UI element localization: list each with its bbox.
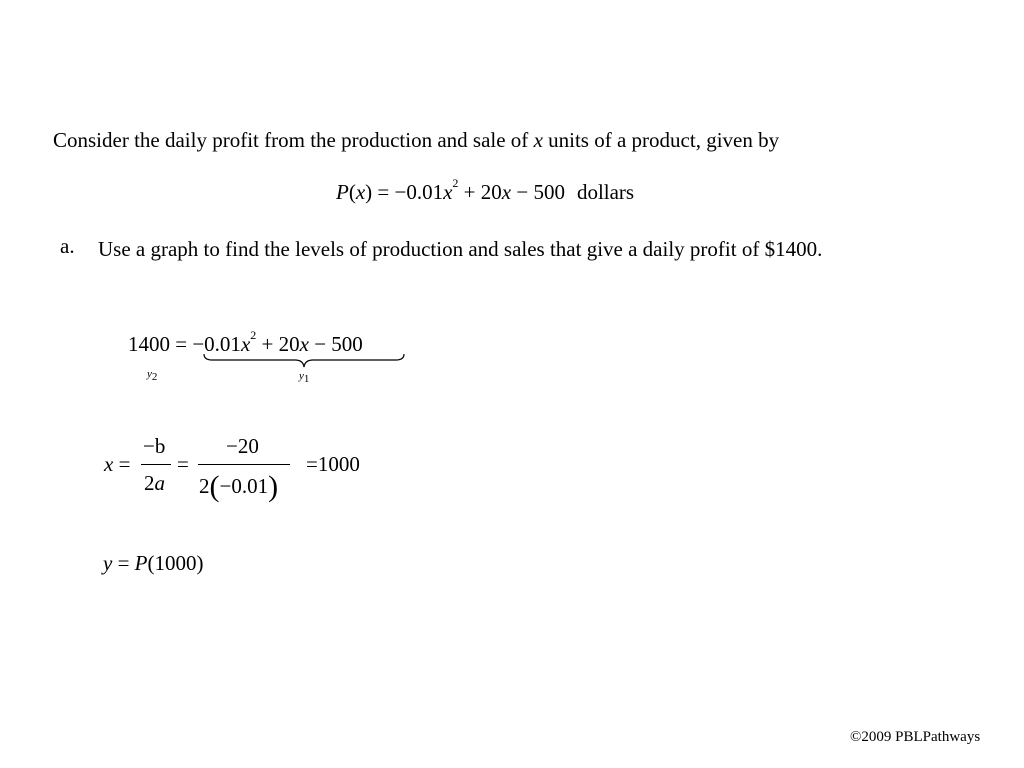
eq1-lhs: 1400 bbox=[128, 332, 170, 356]
den2-close-paren: ) bbox=[268, 470, 279, 503]
eq2-equals-1: = bbox=[118, 452, 131, 476]
intro-variable: x bbox=[533, 128, 543, 152]
item-a-text: Use a graph to find the levels of production and sales that give a daily profit of $1400. bbox=[98, 237, 823, 261]
fraction-1-denominator bbox=[144, 471, 165, 496]
formula-coef-a: −0.01 bbox=[394, 180, 444, 204]
eq2-result-value: 1000 bbox=[317, 452, 360, 476]
item-a-letter: a. bbox=[60, 234, 75, 258]
eq1-equals: = bbox=[175, 332, 188, 356]
eq2-equals-3: = bbox=[306, 452, 318, 476]
intro-text bbox=[53, 128, 779, 153]
formula-exponent: 2 bbox=[452, 176, 459, 190]
eq3-equals: = bbox=[117, 551, 130, 575]
formula-plus: + bbox=[463, 180, 476, 204]
fraction-1-bar bbox=[141, 464, 171, 465]
copyright-footer: ©2009 PBLPathways bbox=[850, 729, 981, 745]
den2-value: −0.01 bbox=[219, 474, 269, 498]
equation-3 bbox=[103, 551, 204, 576]
formula-x2: x bbox=[501, 180, 512, 204]
formula-minus: − bbox=[516, 180, 529, 204]
eq1-const: 500 bbox=[331, 332, 363, 356]
y1-letter: y bbox=[299, 370, 304, 382]
den2-open-paren: ( bbox=[209, 470, 220, 503]
eq1-x1: x bbox=[240, 332, 251, 356]
eq1-minus: − bbox=[314, 332, 327, 356]
fraction-2-denominator bbox=[199, 469, 279, 503]
y2-sub: 2 bbox=[151, 371, 158, 384]
formula-coef-b: 20 bbox=[480, 180, 502, 204]
fraction-1-numerator: −b bbox=[143, 434, 166, 458]
eq2-result bbox=[306, 452, 360, 477]
eq1-exponent: 2 bbox=[250, 328, 257, 342]
formula-const: 500 bbox=[533, 180, 565, 204]
formula-x1: x bbox=[443, 180, 453, 204]
den1-var: a bbox=[154, 471, 165, 495]
eq3-fn: P bbox=[134, 551, 148, 575]
fraction-2-numerator: −20 bbox=[226, 434, 259, 458]
eq1-x2: x bbox=[299, 332, 309, 356]
label-y1 bbox=[299, 370, 309, 385]
eq1-coef-b: 20 bbox=[278, 332, 300, 356]
eq3-var: y bbox=[103, 551, 113, 575]
intro-after: units of a product, given by bbox=[542, 128, 780, 152]
eq1-plus: + bbox=[261, 332, 274, 356]
label-y2 bbox=[147, 368, 157, 383]
eq3-arg: (1000) bbox=[147, 551, 204, 575]
intro-before: Consider the daily profit from the production and sale of bbox=[53, 128, 534, 152]
y2-letter: y bbox=[147, 368, 152, 380]
y1-sub: 1 bbox=[303, 373, 310, 386]
formula-equals: = bbox=[377, 180, 390, 204]
underbrace bbox=[200, 352, 410, 372]
formula-fn: P bbox=[336, 180, 349, 204]
eq2-lhs bbox=[104, 452, 130, 477]
profit-formula: $P(x) = -0.01x^2 + 20x - 500$ dollars bbox=[336, 176, 635, 204]
eq1-coef-a: −0.01 bbox=[192, 332, 241, 356]
formula-arg: x bbox=[355, 180, 366, 204]
den1-coef: 2 bbox=[144, 471, 155, 495]
fraction-2-bar bbox=[198, 464, 290, 465]
eq2-equals-2: = bbox=[177, 452, 189, 476]
den2-coef: 2 bbox=[199, 474, 210, 498]
eq2-var: x bbox=[104, 452, 114, 476]
formula-units: dollars bbox=[576, 180, 635, 204]
